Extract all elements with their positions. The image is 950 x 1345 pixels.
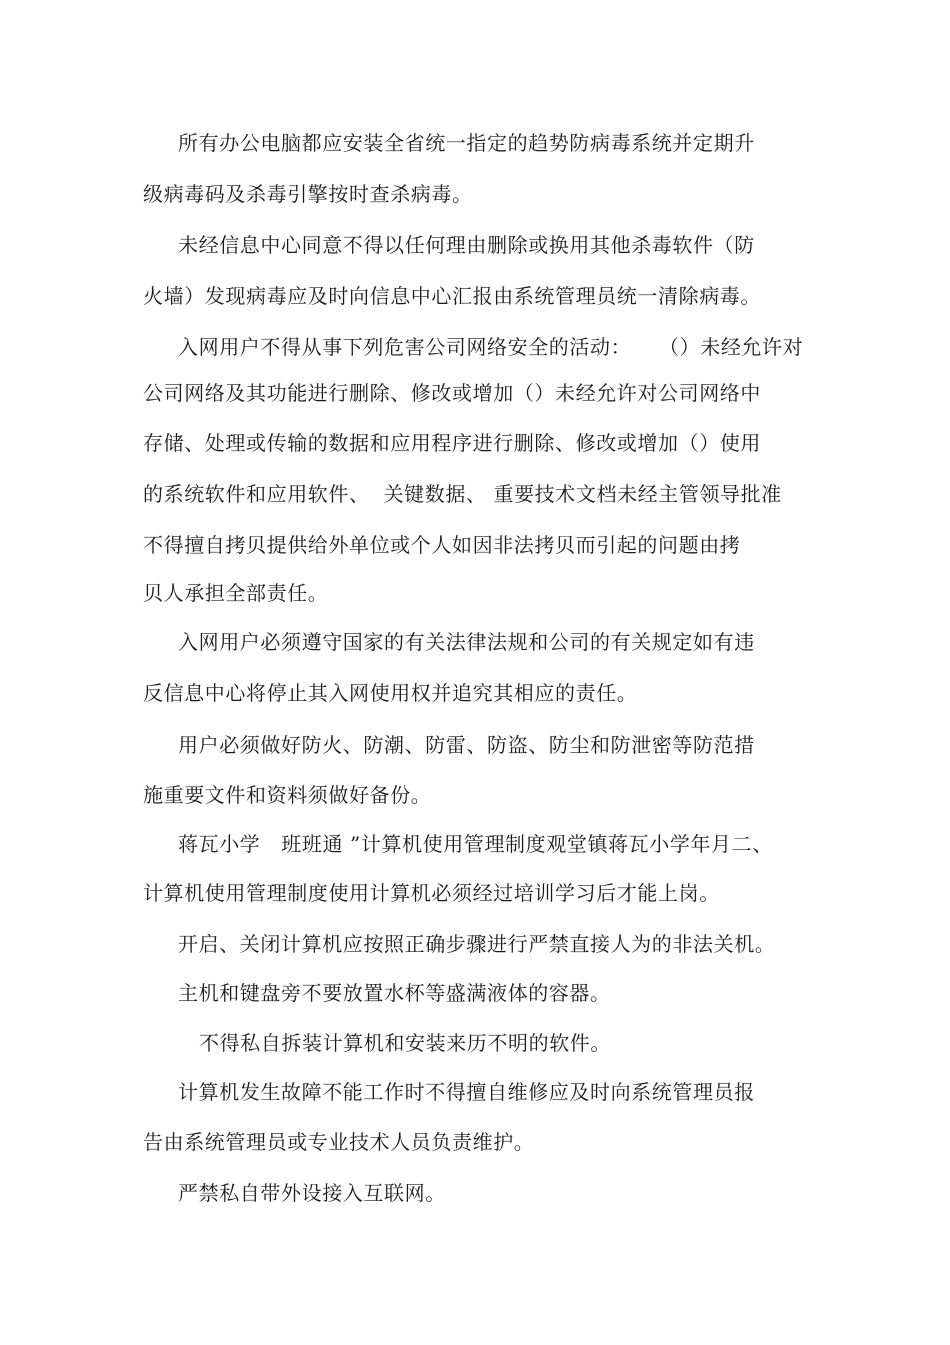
- text-line-7: 存储、处理或传输的数据和应用程序进行删除、修改或增加（）使用: [143, 431, 761, 455]
- text-line-19: 不得私自拆装计算机和安装来历不明的软件。: [199, 1031, 611, 1055]
- text-line-3: 未经信息中心同意不得以任何理由删除或换用其他杀毒软件（防: [178, 233, 755, 257]
- text-line-9: 不得擅自拷贝提供给外单位或个人如因非法拷贝而引起的问题由拷: [143, 533, 741, 557]
- text-line-18: 主机和键盘旁不要放置水杯等盛满液体的容器。: [178, 981, 611, 1005]
- text-line-15: 蒋瓦小学 班班通 ”计算机使用管理制度观堂镇蒋瓦小学年月二、: [178, 832, 773, 856]
- text-line-1: 所有办公电脑都应安装全省统一指定的趋势防病毒系统并定期升: [178, 131, 755, 155]
- text-line-12: 反信息中心将停止其入网使用权并追究其相应的责任。: [143, 681, 638, 705]
- text-line-2: 级病毒码及杀毒引擎按时查杀病毒。: [143, 182, 473, 206]
- text-line-14: 施重要文件和资料须做好备份。: [143, 783, 432, 807]
- text-line-8: 的系统软件和应用软件、 关键数据、 重要技术文档未经主管领导批准: [143, 482, 782, 506]
- text-line-21: 告由系统管理员或专业技术人员负责维护。: [143, 1130, 535, 1154]
- text-line-13: 用户必须做好防火、防潮、防雷、防盗、防尘和防泄密等防范措: [178, 733, 755, 757]
- text-line-22: 严禁私自带外设接入互联网。: [178, 1181, 446, 1205]
- text-line-20: 计算机发生故障不能工作时不得擅自维修应及时向系统管理员报: [178, 1080, 755, 1104]
- text-line-16: 计算机使用管理制度使用计算机必须经过培训学习后才能上岗。: [143, 881, 720, 905]
- text-line-6: 公司网络及其功能进行删除、修改或增加（）未经允许对公司网络中: [143, 381, 761, 405]
- text-line-11: 入网用户必须遵守国家的有关法律法规和公司的有关规定如有违: [178, 630, 755, 654]
- text-line-10: 贝人承担全部责任。: [143, 581, 329, 605]
- text-line-17: 开启、关闭计算机应按照正确步骤进行严禁直接人为的非法关机。: [178, 932, 776, 956]
- text-line-5: 入网用户不得从事下列危害公司网络安全的活动： （）未经允许对: [178, 335, 804, 359]
- text-line-4: 火墙）发现病毒应及时向信息中心汇报由系统管理员统一清除病毒。: [143, 284, 761, 308]
